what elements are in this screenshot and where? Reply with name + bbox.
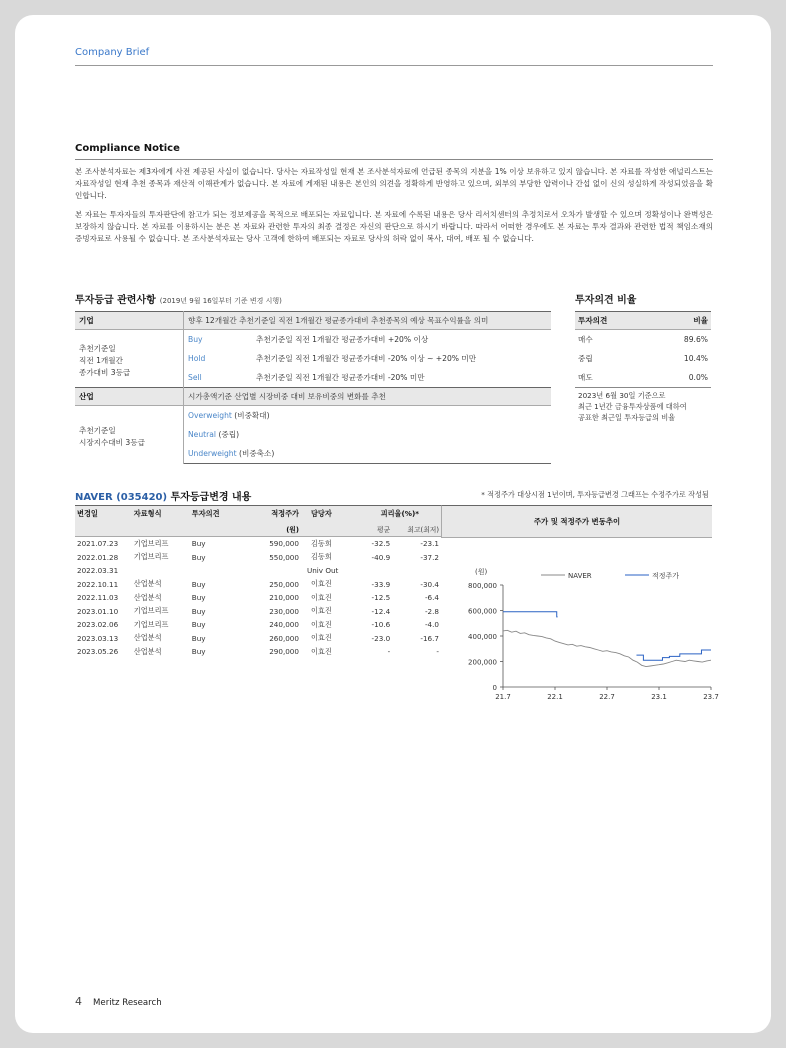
col-target: 적정주가 bbox=[243, 506, 301, 523]
history-cell-target: 210,000 bbox=[269, 593, 299, 603]
history-cell-target: 240,000 bbox=[269, 620, 299, 630]
grade-section-title bbox=[75, 291, 282, 306]
rating-neutral: Neutral (중립) bbox=[188, 430, 240, 439]
ratio-col-ratio: 비율 bbox=[648, 312, 711, 330]
legend-target-label: 적정주가 bbox=[652, 572, 680, 580]
chart-title: 주가 및 적정주가 변동추이 bbox=[441, 505, 712, 538]
rating-hold-desc: 추천기준일 직전 1개월간 평균종가대비 -20% 이상 ~ +20% 미만 bbox=[256, 354, 477, 363]
grade-title-note: (2019년 9월 16일부터 기준 변경 시행) bbox=[159, 297, 282, 305]
history-cell-avg: - bbox=[387, 647, 391, 657]
industry-basis: 추천기준일 시장지수대비 3등급 bbox=[75, 406, 184, 464]
ratio-table bbox=[575, 311, 711, 388]
history-cell-date: 2023.01.10 bbox=[77, 606, 119, 616]
y-tick-label: 200,000 bbox=[468, 658, 497, 667]
history-cell-target: 550,000 bbox=[269, 552, 299, 562]
history-cell-avg: -12.4 bbox=[371, 606, 391, 616]
history-table bbox=[75, 505, 441, 659]
history-cell-date: 2022.10.11 bbox=[77, 579, 119, 589]
history-row bbox=[75, 564, 441, 578]
y-axis-label: (원) bbox=[475, 568, 488, 576]
history-cell-analyst: 이효진 bbox=[310, 606, 332, 616]
history-cell-analyst: 김동희 bbox=[310, 538, 332, 548]
history-cell-type: 기업브리프 bbox=[133, 619, 169, 629]
history-cell-analyst: 이효진 bbox=[310, 646, 332, 656]
report-page bbox=[15, 15, 771, 1033]
compliance-paragraph-1: 본 조사분석자료는 제3자에게 사전 제공된 사실이 없습니다. 당사는 자료작성일 현재 본 조사분석자료에 언급된 종목의 지분을 1% 이상 보유하고 있지 않습니다. 본 자료를 작성한 애널리스트는 자료작성일 현재 추천 종목과 재산적 이해관계가 없습니다. 본 자료에 게재된 내용은 본인의 의견을 정확하게 반영하고 있으며, 외부의 부당한 압력이나 간섭 없이 신의 성실하게 작성되었음을 확인합니다. bbox=[75, 167, 713, 200]
history-cell-target: 290,000 bbox=[269, 647, 299, 657]
y-tick-label: 800,000 bbox=[468, 582, 497, 590]
history-cell-maxmin: - bbox=[436, 647, 439, 657]
history-cell-maxmin: -4.0 bbox=[424, 620, 439, 630]
history-cell-opinion: Buy bbox=[191, 633, 206, 643]
history-cell-target: 260,000 bbox=[269, 633, 299, 643]
y-tick-label: 0 bbox=[492, 684, 497, 692]
history-cell-target bbox=[243, 564, 301, 578]
ratio-note: 2023년 6월 30일 기준으로 최근 1년간 금융투자상품에 대하여 공표한 최근일 투자등급의 비율 bbox=[578, 391, 687, 422]
history-cell-date: 2023.05.26 bbox=[77, 647, 119, 657]
history-row bbox=[75, 537, 441, 551]
page-number: 4 bbox=[75, 995, 82, 1008]
history-cell-target: 590,000 bbox=[269, 539, 299, 549]
history-cell-target: 250,000 bbox=[269, 579, 299, 589]
history-cell-type: 기업브리프 bbox=[133, 606, 169, 616]
history-row bbox=[75, 618, 441, 632]
history-cell-type: 산업분석 bbox=[133, 579, 162, 589]
history-cell-date: 2022.11.03 bbox=[77, 593, 119, 603]
company-label: 기업 bbox=[75, 312, 184, 330]
report-type-title: Company Brief bbox=[75, 47, 150, 58]
ratio-value-sell: 0.0% bbox=[648, 368, 711, 388]
history-cell-maxmin: -2.8 bbox=[424, 606, 439, 616]
history-cell-date: 2022.03.31 bbox=[77, 566, 119, 576]
history-cell-avg: -40.9 bbox=[371, 552, 391, 562]
compliance-title: Compliance Notice bbox=[75, 143, 180, 154]
x-tick-label: 23.7 bbox=[703, 693, 719, 701]
history-cell-analyst: 이효진 bbox=[310, 592, 332, 602]
header-divider bbox=[75, 65, 713, 66]
history-cell-opinion: Buy bbox=[191, 647, 206, 657]
col-analyst: 담당자 bbox=[301, 506, 352, 523]
rating-sell: Sell bbox=[188, 373, 202, 382]
history-cell-analyst: 이효진 bbox=[310, 579, 332, 589]
history-note: * 적정주가 대상시점 1년이며, 투자등급변경 그래프는 수정주가로 작성됨 bbox=[481, 490, 709, 499]
rating-buy-desc: 추천기준일 직전 1개월간 평균종가대비 +20% 이상 bbox=[256, 335, 429, 344]
history-cell-analyst: 이효진 bbox=[310, 633, 332, 643]
col-type: 자료형식 bbox=[132, 506, 190, 523]
rating-overweight: Overweight (비중확대) bbox=[188, 411, 270, 420]
col-opinion: 투자의견 bbox=[190, 506, 244, 523]
compliance-divider bbox=[75, 159, 713, 160]
rating-underweight: Underweight (비중축소) bbox=[184, 444, 552, 464]
price-chart bbox=[441, 537, 719, 701]
company-desc: 향후 12개월간 추천기준일 직전 1개월간 평균종가대비 추천종목의 예상 목표수익률을 의미 bbox=[184, 312, 552, 330]
ratio-label-buy: 매수 bbox=[578, 335, 593, 344]
history-cell-type: 기업브리프 bbox=[133, 538, 169, 548]
history-row bbox=[75, 591, 441, 605]
compliance-paragraph-2: 본 자료는 투자자들의 투자판단에 참고가 되는 정보제공을 목적으로 배포되는 자료입니다. 본 자료에 수록된 내용은 당사 리서치센터의 추정치로서 오차가 발생할 수 있으며 정확성이나 완벽성은 보장하지 않습니다. 본 자료를 이용하시는 분은 본 자료와 관련한 투자의 최종 결정은 자신의 판단으로 하시기 바랍니다. 따라서 어떠한 경우에도 본 자료는 투자 결과와 관련한 법적 책임소재의 증빙자료로 사용될 수 없습니다. 본 조사분석자료는 당사 고객에 한하여 배포되는 자료로 당사의 허락 없이 복사, 대여, 배포 될 수 없습니다. bbox=[75, 210, 713, 243]
history-row bbox=[75, 578, 441, 592]
industry-label: 산업 bbox=[75, 388, 184, 406]
history-cell-avg: -33.9 bbox=[371, 579, 391, 589]
history-row bbox=[75, 551, 441, 565]
x-tick-label: 22.1 bbox=[547, 693, 563, 701]
col-gap: 괴리율(%)* bbox=[352, 506, 441, 523]
ratio-title: 투자의견 비율 bbox=[575, 295, 637, 306]
ratio-col-opinion: 투자의견 bbox=[575, 312, 648, 330]
industry-desc: 시가총액기준 산업별 시장비중 대비 보유비중의 변화를 추천 bbox=[184, 388, 552, 406]
x-tick-label: 21.7 bbox=[495, 693, 511, 701]
history-cell-avg: -32.5 bbox=[371, 539, 391, 549]
history-cell-maxmin: -30.4 bbox=[420, 579, 439, 589]
history-cell-type: 기업브리프 bbox=[133, 552, 169, 562]
history-cell-avg bbox=[352, 564, 392, 578]
history-cell-opinion: Buy bbox=[191, 579, 206, 589]
ratio-label-hold: 중립 bbox=[578, 354, 593, 363]
y-tick-label: 600,000 bbox=[468, 607, 497, 616]
col-date: 변경일 bbox=[75, 506, 132, 523]
grade-table bbox=[75, 311, 551, 464]
rating-buy: Buy bbox=[188, 335, 203, 344]
y-tick-label: 400,000 bbox=[468, 633, 497, 641]
history-cell-target: 230,000 bbox=[269, 606, 299, 616]
rating-hold: Hold bbox=[188, 354, 206, 363]
history-cell-maxmin: -6.4 bbox=[424, 593, 439, 603]
legend-naver-label: NAVER bbox=[568, 572, 592, 580]
target-price-line bbox=[503, 612, 711, 660]
history-cell-date: 2021.07.23 bbox=[77, 539, 119, 549]
history-cell-opinion bbox=[190, 564, 244, 578]
history-cell-maxmin: -16.7 bbox=[420, 633, 439, 643]
history-cell-opinion: Buy bbox=[191, 539, 206, 549]
history-cell-type: 산업분석 bbox=[133, 592, 162, 602]
x-tick-label: 23.1 bbox=[651, 693, 667, 701]
history-cell-type: 산업분석 bbox=[133, 646, 162, 656]
company-basis: 추천기준일 직전 1개월간 종가대비 3등급 bbox=[75, 330, 184, 388]
rating-sell-desc: 추천기준일 직전 1개월간 평균종가대비 -20% 미만 bbox=[256, 373, 425, 382]
history-row bbox=[75, 632, 441, 646]
grade-title: 투자등급 관련사항 bbox=[75, 295, 156, 306]
ratio-label-sell: 매도 bbox=[575, 368, 648, 388]
col-maxmin: 최고(최저) bbox=[392, 522, 441, 537]
history-cell-opinion: Buy bbox=[191, 552, 206, 562]
history-cell-opinion: Buy bbox=[191, 593, 206, 603]
history-cell-opinion: Buy bbox=[191, 606, 206, 616]
history-cell-type bbox=[132, 564, 190, 578]
footer-brand: Meritz Research bbox=[93, 998, 162, 1008]
history-cell-maxmin: -23.1 bbox=[420, 539, 439, 549]
history-cell-date: 2023.02.06 bbox=[77, 620, 119, 630]
history-row bbox=[75, 645, 441, 659]
history-row bbox=[75, 605, 441, 619]
ratio-value-hold: 10.4% bbox=[683, 354, 708, 363]
naver-price-line bbox=[503, 630, 711, 666]
history-cell-type: 산업분석 bbox=[133, 633, 162, 643]
ratio-value-buy: 89.6% bbox=[683, 335, 708, 344]
history-cell-date: 2023.03.13 bbox=[77, 633, 119, 643]
history-cell-avg: -12.5 bbox=[371, 593, 391, 603]
history-cell-analyst: 이효진 bbox=[310, 619, 332, 629]
history-cell-opinion: Buy bbox=[191, 620, 206, 630]
x-tick-label: 22.7 bbox=[599, 693, 615, 701]
history-cell-maxmin: -37.2 bbox=[420, 552, 439, 562]
col-avg: 평균 bbox=[352, 522, 392, 537]
history-cell-analyst: 김동희 bbox=[310, 552, 332, 562]
history-cell-maxmin bbox=[392, 564, 441, 578]
history-cell-date: 2022.01.28 bbox=[77, 552, 119, 562]
history-cell-avg: -23.0 bbox=[371, 633, 391, 643]
col-target-unit: (원) bbox=[243, 522, 301, 537]
history-title: NAVER (035420) 투자등급변경 내용 bbox=[75, 492, 252, 503]
history-cell-avg: -10.6 bbox=[371, 620, 391, 630]
history-cell-analyst: Univ Out bbox=[306, 566, 339, 576]
